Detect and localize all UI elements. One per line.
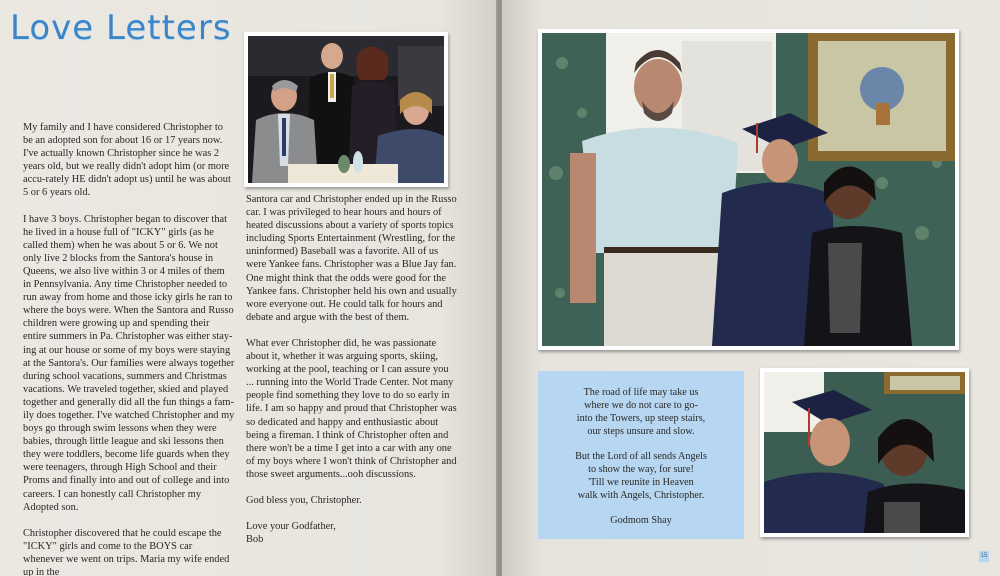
poem-line: where we do not care to go- [584, 400, 698, 411]
letter-column-2 [246, 193, 457, 546]
poem-stanza-1 [538, 386, 744, 438]
letter-signoff [246, 520, 457, 546]
signoff-name: Bob [246, 534, 264, 546]
signoff-line: Love your Godfather, [246, 521, 336, 533]
letter-paragraph: Christopher discovered that he could escape the "ICKY" girls and come to the BOYS car whenever we went on trips. Maria my wife ended up in the [23, 527, 230, 576]
poem-line: to show the way, for sure! [588, 464, 694, 475]
poem-stanza-2 [538, 450, 744, 502]
letter-paragraph: Santora car and Christopher ended up in the Russo car. I was privileged to hear hours and hours of heated discussions about a variety of sports topics including Sports Entertainment (Wrestling, for the uninformed) Baseball was a favorite. All of us were Yankee fans. Christopher was a Blue Jay fan. One might think that the odds were good for the Yankee fans. Christopher held his own and usually wore everyone out. He could talk for hours and debate and argue with the best of them. [246, 194, 457, 323]
left-page [0, 0, 498, 576]
poem-line: 'Till we reunite in Heaven [588, 477, 694, 488]
poem-line: But the Lord of all sends Angels [575, 451, 707, 462]
graduation-group-photo [538, 29, 959, 350]
graduation-group-image [542, 33, 955, 346]
graduation-pair-image [764, 372, 965, 533]
graduation-pair-photo [760, 368, 969, 537]
poem-line: The road of life may take us [583, 387, 699, 398]
poem-author: Godmom Shay [610, 515, 672, 526]
poem-line: our steps unsure and slow. [587, 426, 695, 437]
letter-paragraph: What ever Christopher did, he was passionate about it, whether it was arguing sports, skiing, working at the pool, teaching or I can assure you ... running into the World Trade Center. Not many people find something they love to do so early in life. I am so happy and proud that Christopher was so dedicated and happy and enthusiastic about being a fireman. I think of Christopher often and there won't be a time I get into a car with any one of my boys where I won't think of Christopher and those sweet arguments...ooh discussions. [246, 337, 457, 480]
letter-paragraph: My family and I have considered Christopher to be an adopted son for about 16 or 17 years now. I've actually known Christopher since he was 2 years old, but we really didn't adopt him (or more accu-rately HE didn't adopt us) until he was about 5 or 6 years old. [23, 122, 231, 199]
family-dinner-photo [244, 32, 448, 187]
poem-line: into the Towers, up steep stairs, [576, 413, 706, 424]
poem-box [538, 371, 744, 539]
page-title: Love Letters [10, 8, 232, 48]
family-dinner-image [248, 36, 444, 183]
poem-line: walk with Angels, Christopher. [577, 490, 705, 501]
letter-column-1 [23, 121, 235, 576]
letter-paragraph: I have 3 boys. Christopher began to discover that he lived in a house full of "ICKY" girls (as he called them) when he was about 5 or 6. We not only live 2 blocks from the Santora's house in Queens, we also live within 3 or 4 miles of them in Pennsylvania. Any time Christopher needed to run away from home and those icky girls he ran to where the boys were. When the Santora and Russo children were growing up and spending their entire summers in Pa. Christopher was either stay-ing at our house or some of my boys were staying at the Santora's. Our families were always together during school vacations, summers and Christmas vacations. We traveled together, skied and played together and generally did all the fun things a fam-ily does together. I've watched Christopher and my boys go through swim lessons when they were babies, through little league and ski lessons then they were toddlers, become life guards when they were teenagers, through High School and their Proms and finally into and out of college and into careers. I can honestly call Christopher my Adopted son. [23, 213, 235, 513]
letter-closing: God bless you, Christopher. [246, 494, 362, 506]
page-number: 15 [979, 551, 989, 562]
